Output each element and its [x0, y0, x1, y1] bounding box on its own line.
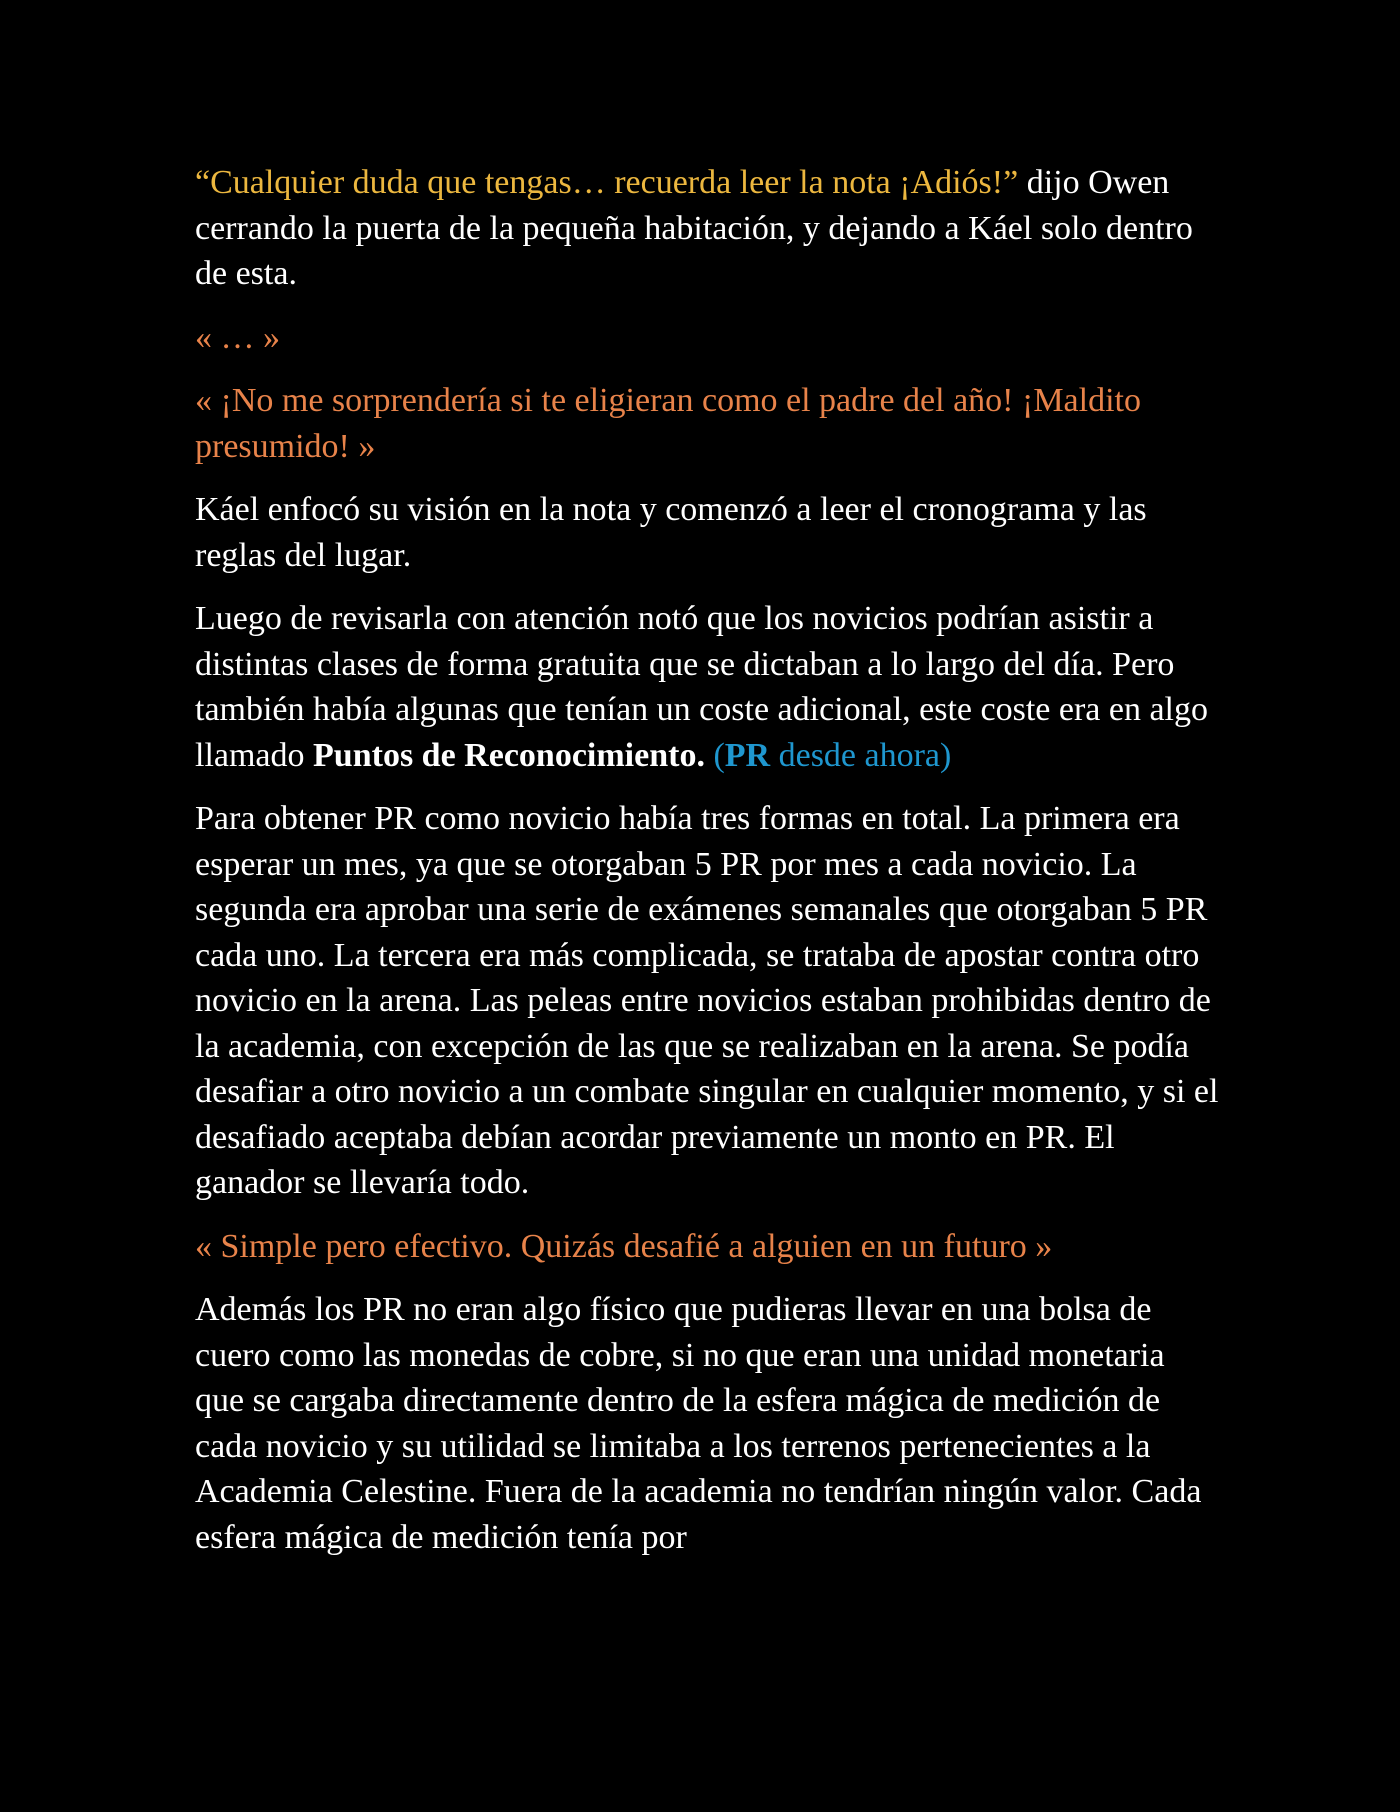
- recognition-points-term: Puntos de Reconocimiento.: [313, 736, 705, 774]
- paragraph-reading-note: Káel enfocó su visión en la nota y comenzó a leer el cronograma y las reglas del lugar.: [195, 491, 1147, 574]
- paragraph-obtaining-pr: Para obtener PR como novicio había tres formas en total. La primera era esperar un mes, ya que se otorgaban 5 PR por mes a cada novicio. La segunda era aprobar una serie de exámenes semanales que otorgaban 5 PR cada uno. La tercera era más complicada, se trataba de apostar contra otro novicio en la arena. Las peleas entre novicios estaban prohibidas dentro de la academia, con excepción de las que se realizaban en la arena. Se podía desafiar a otro novicio a un combate singular en cualquier momento, y si el desafiado aceptaba debían acordar previamente un monto en PR. El ganador se llevaría todo.: [195, 800, 1219, 1201]
- thought-father-of-year: « ¡No me sorprendería si te eligieran como el padre del año! ¡Maldito presumido! »: [195, 382, 1141, 465]
- pr-annotation-rest: desde ahora): [770, 736, 952, 774]
- paragraph-owen-farewell: [195, 160, 1220, 297]
- pr-annotation-abbrev: PR: [724, 736, 771, 774]
- narration-text: dijo Owen cerrando la puerta de la pequeña habitación, y dejando a Káel solo dentro de esta.: [195, 164, 1193, 292]
- paragraph-pr-currency: Además los PR no eran algo físico que pudieras llevar en una bolsa de cuero como las monedas de cobre, si no que eran una unidad monetaria que se cargaba directamente dentro de la esfera mágica de medición de cada novicio y su utilidad se limitaba a los terrenos pertenecientes a la Academia Celestine. Fuera de la academia no tendrían ningún valor. Cada esfera mágica de medición tenía por: [195, 1291, 1202, 1556]
- classes-text: Luego de revisarla con atención notó que los novicios podrían asistir a distintas clases de forma gratuita que se dictaban a lo largo del día. Pero también había algunas que tenían un coste adicional, este coste era en algo llamado: [195, 600, 1208, 774]
- pr-annotation-open: (: [704, 736, 725, 774]
- thought-ellipsis: « … »: [195, 318, 280, 356]
- owen-dialogue: “Cualquier duda que tengas… recuerda leer la nota ¡Adiós!”: [195, 164, 1019, 201]
- document-page: [195, 160, 1220, 1578]
- thought-simple-effective: « Simple pero efectivo. Quizás desafié a alguien en un futuro »: [195, 1227, 1053, 1265]
- paragraph-classes: [195, 596, 1220, 778]
